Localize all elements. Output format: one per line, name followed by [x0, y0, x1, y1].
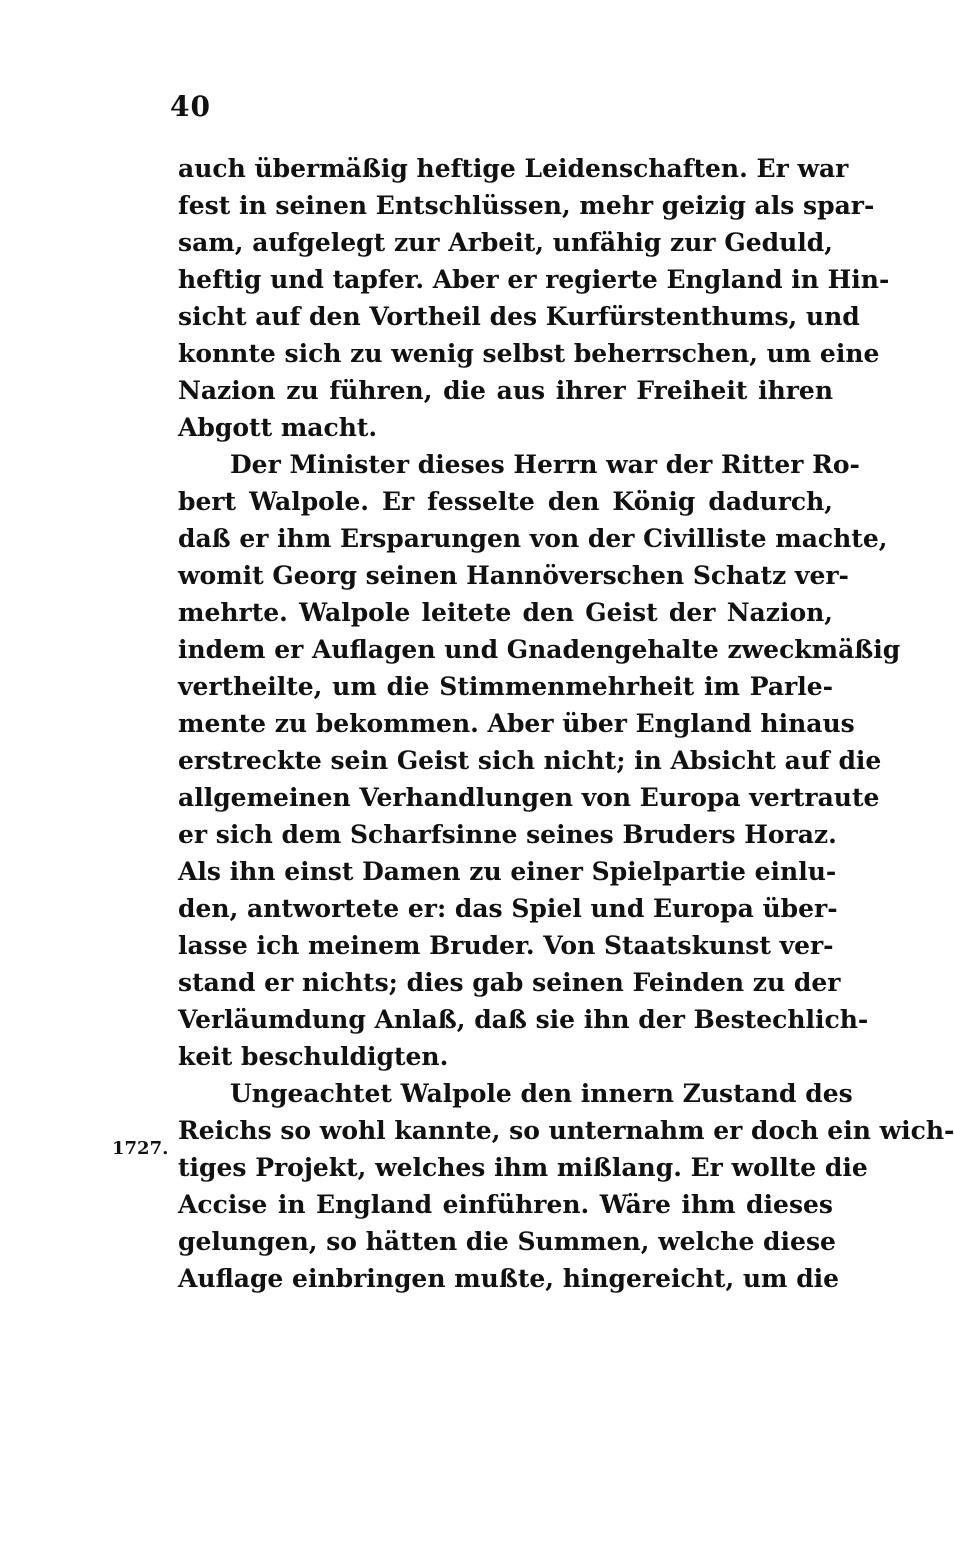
text-line: Als ihn einst Damen zu einer Spielpartie einlu-	[178, 857, 837, 886]
text-line: keit beschuldigten.	[178, 1042, 449, 1071]
text-line: erstreckte sein Geist sich nicht; in Absicht auf die	[178, 746, 882, 775]
text-line: stand er nichts; dies gab seinen Feinden zu der	[178, 968, 841, 997]
paragraph	[178, 446, 901, 1075]
text-line: Auflage einbringen mußte, hingereicht, um die	[178, 1264, 840, 1293]
text-line: tiges Projekt, welches ihm mißlang. Er wollte die	[178, 1153, 868, 1182]
text-line: konnte sich zu wenig selbst beherrschen, um eine	[178, 339, 880, 368]
text-line: Abgott macht.	[178, 413, 378, 442]
paragraph	[178, 150, 890, 446]
body-text	[178, 150, 954, 1297]
text-line: Nazion zu führen, die aus ihrer Freiheit ihren	[178, 376, 833, 405]
text-line: den, antwortete er: das Spiel und Europa über-	[178, 894, 838, 923]
text-line: heftig und tapfer. Aber er regierte England in Hin-	[178, 265, 890, 294]
text-line: vertheilte, um die Stimmenmehrheit im Parle-	[178, 672, 833, 701]
text-line: Der Minister dieses Herrn war der Ritter Ro-	[230, 450, 860, 479]
page-number: 40	[170, 90, 211, 123]
text-line: sam, aufgelegt zur Arbeit, unfähig zur Geduld,	[178, 228, 833, 257]
text-line: daß er ihm Ersparungen von der Civilliste machte,	[178, 524, 888, 553]
text-line: bert Walpole. Er fesselte den König dadurch,	[178, 487, 833, 516]
text-line: auch übermäßig heftige Leidenschaften. Er war	[178, 154, 849, 183]
text-line: mehrte. Walpole leitete den Geist der Nazion,	[178, 598, 833, 627]
text-line: fest in seinen Entschlüssen, mehr geizig als spar-	[178, 191, 875, 220]
text-line: gelungen, so hätten die Summen, welche diese	[178, 1227, 836, 1256]
text-line: indem er Auflagen und Gnadengehalte zweckmäßig	[178, 635, 901, 664]
text-line: Accise in England einführen. Wäre ihm dieses	[178, 1190, 833, 1219]
text-line: Reichs so wohl kannte, so unternahm er doch ein wich-	[178, 1116, 954, 1145]
text-line: sicht auf den Vortheil des Kurfürstenthums, und	[178, 302, 860, 331]
text-line: Ungeachtet Walpole den innern Zustand des	[230, 1079, 853, 1108]
text-line: lasse ich meinem Bruder. Von Staatskunst ver-	[178, 931, 834, 960]
paragraph	[178, 1075, 954, 1297]
margin-note-year: 1727.	[112, 1138, 169, 1159]
text-line: womit Georg seinen Hannöverschen Schatz ver-	[178, 561, 849, 590]
text-line: mente zu bekommen. Aber über England hinaus	[178, 709, 855, 738]
text-line: Verläumdung Anlaß, daß sie ihn der Bestechlich-	[178, 1005, 869, 1034]
text-line: allgemeinen Verhandlungen von Europa vertraute	[178, 783, 880, 812]
text-line: er sich dem Scharfsinne seines Bruders Horaz.	[178, 820, 837, 849]
